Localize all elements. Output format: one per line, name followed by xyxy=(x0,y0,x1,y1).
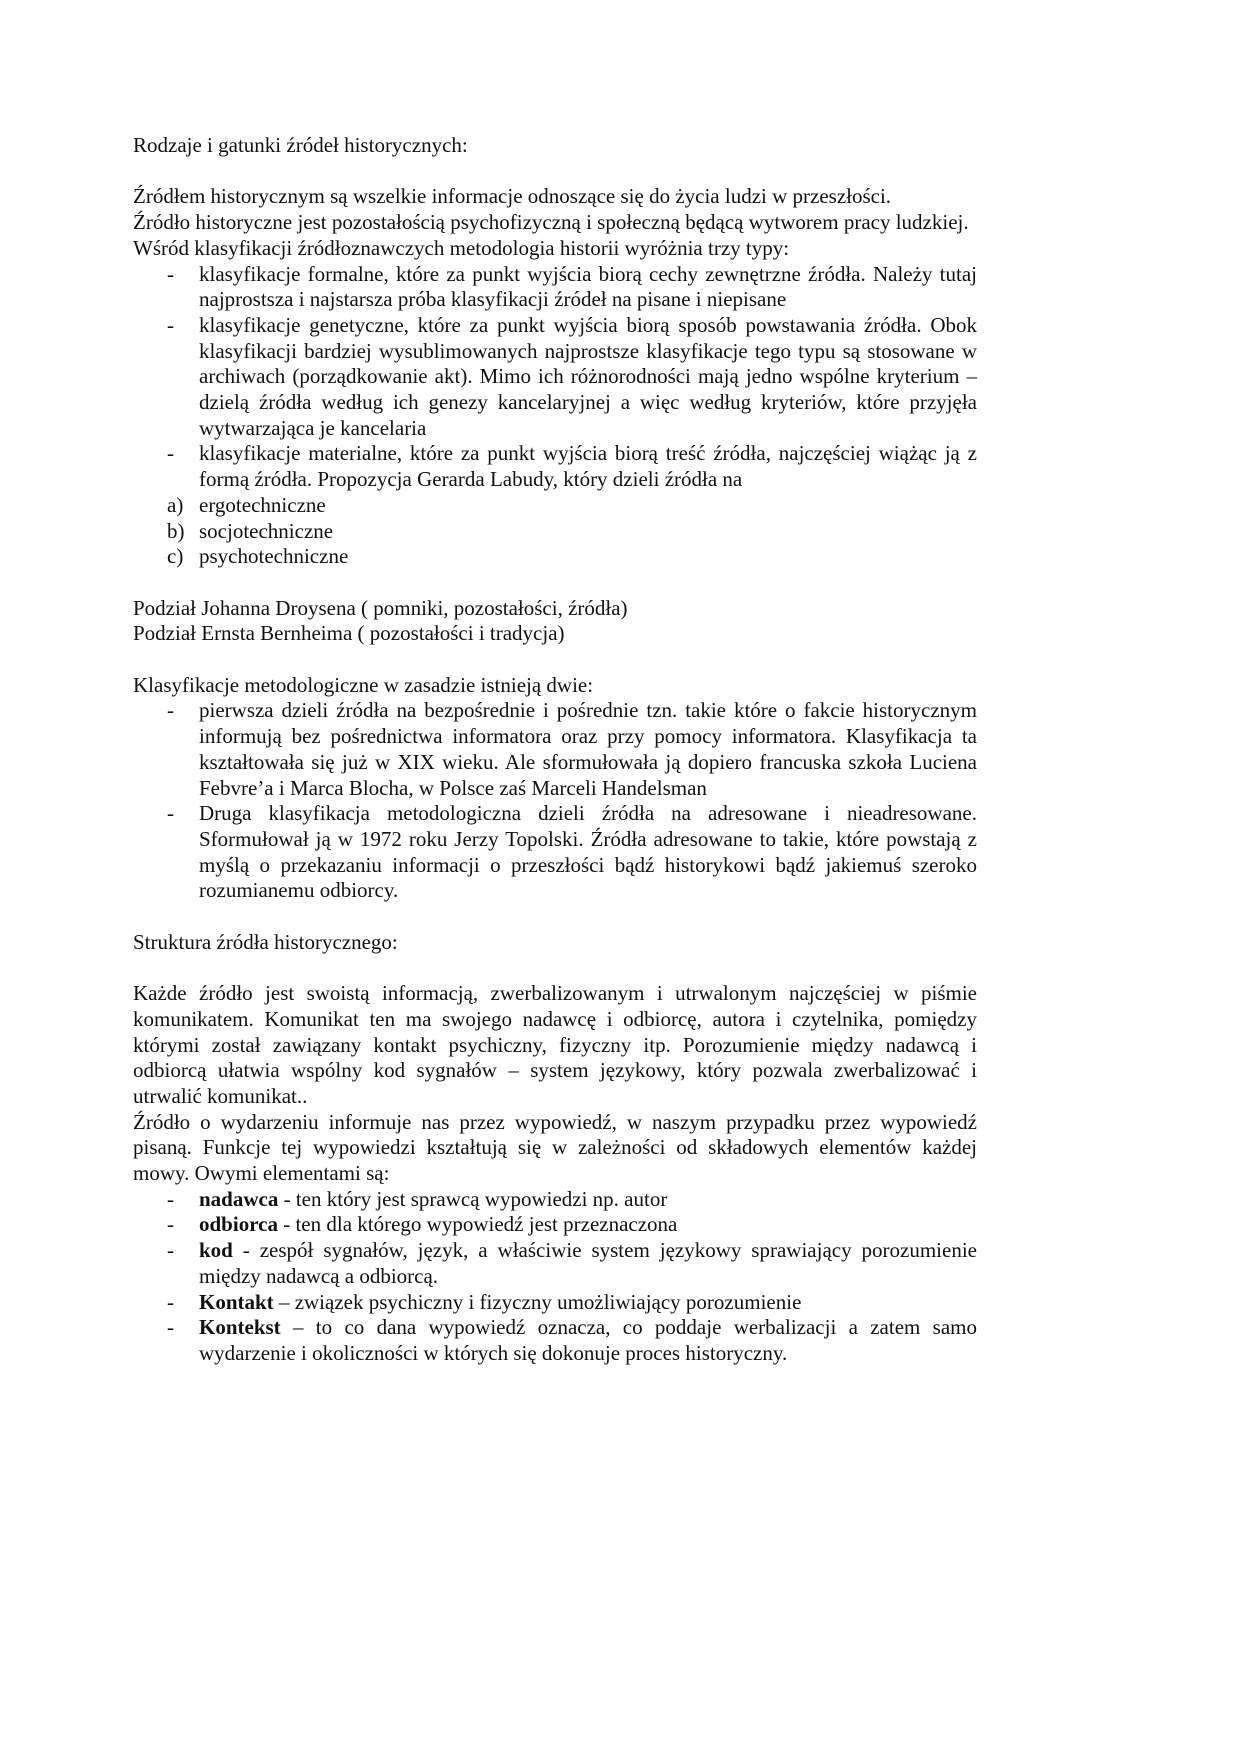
list-marker: c) xyxy=(167,544,184,569)
list-item-text: ergotechniczne xyxy=(199,492,326,517)
method-list xyxy=(133,698,977,904)
term: Kontakt xyxy=(199,1289,274,1314)
list-item xyxy=(133,1290,977,1316)
list-item xyxy=(133,262,977,313)
document-page xyxy=(133,133,977,1367)
list-item xyxy=(133,544,977,570)
list-item xyxy=(133,698,977,801)
list-item-text: klasyfikacje materialne, które za punkt wyjścia biorą treść źródła, najczęściej wiążąc ją z formą źródła. Propozycja Gerarda Labudy, który dzieli źródła na xyxy=(199,441,977,492)
blank-line xyxy=(133,570,977,596)
list-item xyxy=(133,1212,977,1238)
list-item-text: pierwsza dzieli źródła na bezpośrednie i pośrednie tzn. takie które o fakcie historycznym informują bez pośrednictwa informatora oraz przy pomocy informatora. Klasyfikacja ta kształtowała się już w XIX wieku. Ale sformułowała ją dopiero francuska szkoła Luciena Febvre’a i Marca Blocha, w Polsce zaś Marceli Handelsman xyxy=(199,698,977,800)
bullet-dash: - xyxy=(167,1315,174,1340)
definition: - ten dla którego wypowiedź jest przeznaczona xyxy=(277,1212,678,1237)
types-list xyxy=(133,262,977,493)
list-item xyxy=(133,1187,977,1213)
list-item-text: klasyfikacje formalne, które za punkt wyjścia biorą cechy zewnętrzne źródła. Należy tutaj najprostsza i najstarsza próba klasyfikacji źródeł na pisane i niepisane xyxy=(199,261,977,312)
blank-line xyxy=(133,904,977,930)
bullet-dash: - xyxy=(167,1289,174,1314)
bullet-dash: - xyxy=(167,1238,174,1263)
paragraph: Podział Johanna Droysena ( pomniki, pozostałości, źródła) xyxy=(133,595,628,620)
blank-line xyxy=(133,647,977,673)
paragraph: Źródło historyczne jest pozostałością psychofizyczną i społeczną będącą wytworem pracy ludzkiej. xyxy=(133,210,969,235)
list-item-text: psychotechniczne xyxy=(199,544,349,569)
definition: - zespół sygnałów, język, a właściwie system językowy sprawiający porozumienie między nadawcą a odbiorcą. xyxy=(199,1238,977,1288)
bullet-dash: - xyxy=(167,312,174,337)
paragraph: Źródło o wydarzeniu informuje nas przez wypowiedź, w naszym przypadku przez wypowiedź pisaną. Funkcje tej wypowiedzi kształtują się w zależności od składowych elementów każdej mowy. Owymi elementami są: xyxy=(133,1109,977,1186)
heading-methodological: Klasyfikacje metodologiczne w zasadzie istnieją dwie: xyxy=(133,672,594,697)
elements-list xyxy=(133,1187,977,1367)
definition: – to co dana wypowiedź oznacza, co poddaje werbalizacji a zatem samo wydarzenie i okoliczności w których się dokonuje proces historyczny. xyxy=(199,1315,977,1365)
heading-structure: Struktura źródła historycznego: xyxy=(133,929,398,954)
list-item xyxy=(133,493,977,519)
list-marker: a) xyxy=(167,492,184,517)
list-item-text: socjotechniczne xyxy=(199,518,334,543)
labuda-list xyxy=(133,493,977,570)
bullet-dash: - xyxy=(167,1212,174,1237)
paragraph: Każde źródło jest swoistą informacją, zwerbalizowanym i utrwalonym najczęściej w piśmie komunikatem. Komunikat ten ma swojego nadawcę i odbiorcę, autora i czytelnika, pomiędzy którymi został zawiązany kontakt psychiczny, fizyczny itp. Porozumienie między nadawcą i odbiorcą ułatwia wspólny kod sygnałów – system językowy, który pozwala zwerbalizować i utrwalić komunikat.. xyxy=(133,981,977,1108)
paragraph: Źródłem historycznym są wszelkie informacje odnoszące się do życia ludzi w przeszłości. xyxy=(133,184,892,209)
list-item xyxy=(133,1315,977,1366)
list-item xyxy=(133,801,977,904)
term: odbiorca xyxy=(199,1212,278,1237)
blank-line xyxy=(133,955,977,981)
list-item xyxy=(133,1238,977,1289)
list-item xyxy=(133,519,977,545)
bullet-dash: - xyxy=(167,698,174,723)
bullet-dash: - xyxy=(167,1186,174,1211)
term: kod xyxy=(199,1238,233,1263)
paragraph: Wśród klasyfikacji źródłoznawczych metodologia historii wyróżnia trzy typy: xyxy=(133,235,790,260)
term: Kontekst xyxy=(199,1315,281,1340)
list-marker: b) xyxy=(167,518,185,543)
definition: – związek psychiczny i fizyczny umożliwiający porozumienie xyxy=(273,1289,802,1314)
paragraph: Podział Ernsta Bernheima ( pozostałości i tradycja) xyxy=(133,621,565,646)
list-item xyxy=(133,313,977,442)
blank-line xyxy=(133,159,977,185)
bullet-dash: - xyxy=(167,441,174,466)
bullet-dash: - xyxy=(167,801,174,826)
list-item xyxy=(133,441,977,492)
list-item-text: klasyfikacje genetyczne, które za punkt wyjścia biorą sposób powstawania źródła. Obok klasyfikacji bardziej wysublimowanych najprostsze klasyfikacje tego typu są stosowane w archiwach (porządkowanie akt). Mimo ich różnorodności mają jedno wspólne kryterium – dzielą źródła według ich genezy kancelaryjnej a więc według kryteriów, które przyjęła wytwarzająca je kancelaria xyxy=(199,312,977,440)
term: nadawca xyxy=(199,1186,279,1211)
bullet-dash: - xyxy=(167,261,174,286)
list-item-text: Druga klasyfikacja metodologiczna dzieli źródła na adresowane i nieadresowane. Sformułował ją w 1972 roku Jerzy Topolski. Źródła adresowane to takie, które powstają z myślą o przekazaniu informacji o przeszłości bądź historykowi bądź jakiemuś szeroko rozumianemu odbiorcy. xyxy=(199,801,977,903)
heading-types: Rodzaje i gatunki źródeł historycznych: xyxy=(133,133,468,157)
definition: - ten który jest sprawcą wypowiedzi np. autor xyxy=(278,1186,668,1211)
